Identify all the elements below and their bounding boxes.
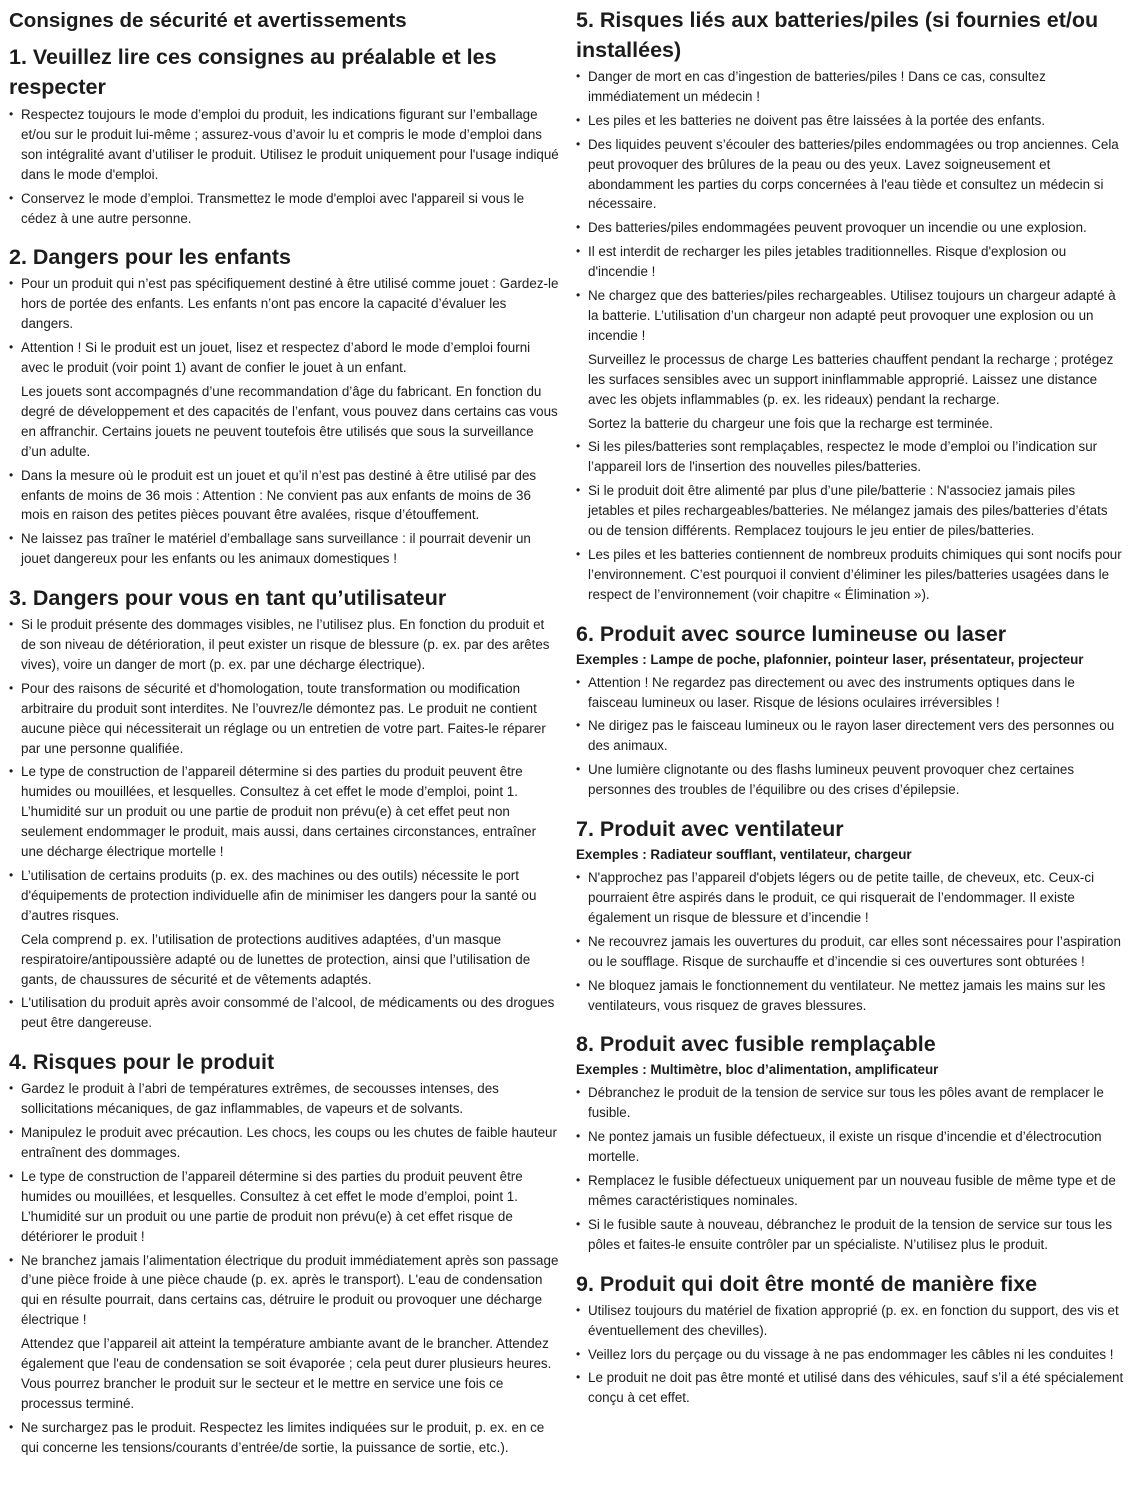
list-item (576, 868, 1124, 928)
paragraph: • Pour un produit qui n’est pas spécifiquement destiné à être utilisé comme jouet : Gardez-le hors de portée des enfants. Les enfants n’ont pas encore la capacité d’évaluer les dangers. (21, 276, 559, 332)
paragraph: • Gardez le produit à l’abri de températures extrêmes, de secousses intenses, des sollicitations mécaniques, de gaz inflammables, de vapeurs et de solvants. (21, 1081, 499, 1117)
section-1 (9, 42, 561, 228)
section-8 (576, 1029, 1124, 1254)
paragraph: Attendez que l’appareil ait atteint la température ambiante avant de le brancher. Attendez également que l'eau de condensation se soit évaporée ; cela peut durer plusieurs heures. Vous pourrez brancher le produit sur le secteur et le mettre en service une fois ce processus terminé. (21, 1336, 552, 1411)
section-5 (576, 5, 1124, 605)
list-item (576, 932, 1124, 972)
paragraph: • Remplacez le fusible défectueux uniquement par un nouveau fusible de même type et de mêmes caractéristiques nominales. (588, 1173, 1116, 1208)
list-item (576, 1345, 1124, 1365)
bullet-list (9, 105, 561, 228)
bullet-list (9, 274, 561, 569)
bullet-list (576, 1301, 1124, 1409)
paragraph: • Ne recouvrez jamais les ouvertures du produit, car elles sont nécessaires pour l’aspiration ou le soufflage. Risque de surchauffe et d’incendie si ces ouvertures sont obturées ! (588, 933, 1121, 969)
paragraph: • Ne bloquez jamais le fonctionnement du ventilateur. Ne mettez jamais les mains sur les ventilateurs, vous risquez de graves blessures. (588, 977, 1106, 1013)
paragraph: • Débranchez le produit de la tension de service sur tous les pôles avant de remplacer le fusible. (588, 1085, 1104, 1121)
paragraph: • Le type de construction de l’appareil détermine si des parties du produit peuvent être humides ou mouillées, et lesquelles. Consultez à cet effet le mode d’emploi, point 1. L’humidité sur un produit ou une partie de produit non prévu(e) à cet effet risque de détériorer le produit ! (21, 1168, 523, 1244)
paragraph: • Si le produit présente des dommages visibles, ne l’utilisez plus. En fonction du produit et de son niveau de détérioration, il peut exister un risque de blessure (p. ex. par des arêtes vives), voire un danger de mort (p. ex. par une décharge électrique). (21, 617, 550, 672)
examples-line: Exemples : Lampe de poche, plafonnier, pointeur laser, présentateur, projecteur (576, 651, 1084, 667)
list-item (9, 1123, 561, 1163)
section-heading: 7. Produit avec ventilateur (576, 817, 844, 842)
paragraph: • Utilisez toujours du matériel de fixation approprié (p. ex. en fonction du support, des vis et éventuellement des chevilles). (588, 1302, 1119, 1338)
paragraph: • Ne pontez jamais un fusible défectueux, il existe un risque d’incendie et d’électrocution mortelle. (588, 1129, 1102, 1165)
list-item (9, 1167, 561, 1247)
list-item (9, 1251, 561, 1414)
bullet-list (576, 1083, 1124, 1254)
list-item (9, 529, 561, 569)
paragraph: • Conservez le mode d’emploi. Transmettez le mode d'emploi avec l'appareil si vous le cédez à une autre personne. (21, 190, 525, 226)
section-heading: 3. Dangers pour vous en tant qu’utilisateur (9, 586, 447, 611)
bullet-list (576, 67, 1124, 605)
list-item (576, 1171, 1124, 1211)
paragraph: • Les piles et les batteries contiennent de nombreux produits chimiques qui sont nocifs pour l’environnement. C’est pourquoi il convient d’éliminer les piles/batteries usagées dans le respect de l’environnement (voir chapitre « Élimination »). (588, 546, 1122, 602)
paragraph: • Des batteries/piles endommagées peuvent provoquer un incendie ou une explosion. (588, 220, 1087, 236)
paragraph: • Si le produit doit être alimenté par plus d’une pile/batterie : N'associez jamais piles jetables et piles rechargeables/batteries. Ne mélangez jamais des piles/batteries d’états ou de tension différents. Remplacez toujours le jeu entier de piles/batteries. (588, 483, 1108, 539)
paragraph: • Des liquides peuvent s’écouler des batteries/piles endommagées ou trop anciennes. Cela peut provoquer des brûlures de la peau ou des yeux. Lavez soigneusement et abondamment les parties du corps concernées à l'eau tiède et consultez un médecin si nécessaire. (588, 136, 1119, 212)
paragraph: • Ne branchez jamais l’alimentation électrique du produit immédiatement après son passage d’une pièce froide à une pièce chaude (p. ex. après le transport). L'eau de condensation qui en résulte pourrait, dans certains cas, détruire le produit ou provoquer une décharge électrique ! (21, 1252, 559, 1328)
paragraph: Les jouets sont accompagnés d’une recommandation d’âge du fabricant. En fonction du degré de développement et des capacités de l’enfant, vous pouvez dans certains cas vous en affranchir. Certains jouets ne peuvent toutefois être utilisés que sous la surveillance d’un adulte. (21, 383, 558, 459)
bullet-list (576, 868, 1124, 1015)
list-item (576, 1301, 1124, 1341)
paragraph: • Pour des raisons de sécurité et d'homologation, toute transformation ou modification arbitraire du produit sont interdites. Ne l’ouvrez/le démontez pas. Le produit ne contient aucune pièce qui nécessiterait un réglage ou un entretien de votre part. Faites-le réparer par une personne qualifiée. (21, 680, 546, 756)
list-item (576, 1215, 1124, 1255)
paragraph: • Ne laissez pas traîner le matériel d’emballage sans surveillance : il pourrait devenir un jouet dangereux pour les enfants ou les animaux domestiques ! (21, 531, 531, 567)
list-item (9, 993, 561, 1033)
paragraph: • L'utilisation du produit après avoir consommé de l’alcool, de médicaments ou des drogues peut être dangereuse. (21, 995, 555, 1031)
section-heading: 8. Produit avec fusible remplaçable (576, 1032, 936, 1057)
list-item (9, 1079, 561, 1119)
paragraph: • Respectez toujours le mode d’emploi du produit, les indications figurant sur l’emballage et/ou sur le produit lui-même ; assurez-vous d’avoir lu et compris le mode d’emploi dans son intégralité avant d’utiliser le produit. Utilisez le produit uniquement pour l'usage indiqué dans le mode d'emploi. (21, 107, 559, 182)
list-item (576, 1368, 1124, 1408)
section-3 (9, 583, 561, 1033)
list-item (9, 615, 561, 675)
section-heading: 5. Risques liés aux batteries/piles (si fournies et/ou installées) (576, 8, 1099, 62)
list-item (576, 67, 1124, 107)
paragraph: • Le produit ne doit pas être monté et utilisé dans des véhicules, sauf s’il a été spécialement conçu à cet effet. (588, 1370, 1124, 1406)
paragraph: • Une lumière clignotante ou des flashs lumineux peuvent provoquer chez certaines personnes des troubles de l’équilibre ou des crises d’épilepsie. (588, 762, 1075, 798)
section-4 (9, 1047, 561, 1457)
list-item (9, 105, 561, 185)
examples-line: Exemples : Multimètre, bloc d’alimentation, amplificateur (576, 1062, 939, 1078)
bullet-list (9, 1079, 561, 1457)
list-item (9, 189, 561, 229)
section-heading: 9. Produit qui doit être monté de manière fixe (576, 1271, 1038, 1296)
paragraph: • Manipulez le produit avec précaution. Les chocs, les coups ou les chutes de faible hauteur entraînent des dommages. (21, 1125, 557, 1160)
paragraph: • L’utilisation de certains produits (p. ex. des machines ou des outils) nécessite le port d'équipements de protection individuelle afin de minimiser les dangers pour la santé ou d’autres risques. (21, 868, 537, 923)
left-column (9, 0, 561, 1462)
list-item (576, 111, 1124, 131)
list-item (9, 762, 561, 862)
page-title: Consignes de sécurité et avertissements (9, 9, 407, 32)
list-item (576, 481, 1124, 541)
paragraph: • Attention ! Si le produit est un jouet, lisez et respectez d’abord le mode d’emploi fourni avec le produit (voir point 1) avant de confier le jouet à un enfant. (21, 340, 531, 376)
list-item (9, 466, 561, 526)
paragraph: • Danger de mort en cas d’ingestion de batteries/piles ! Dans ce cas, consultez immédiatement un médecin ! (588, 69, 1046, 104)
paragraph: Surveillez le processus de charge Les batteries chauffent pendant la recharge ; protégez les surfaces sensibles avec un support ininflammable approprié. Laissez une distance avec les objets inflammables (p. ex. les rideaux) pendant la recharge. (588, 351, 1114, 407)
section-heading: 2. Dangers pour les enfants (9, 245, 291, 270)
paragraph: • Ne dirigez pas le faisceau lumineux ou le rayon laser directement vers des personnes ou des animaux. (588, 718, 1115, 754)
list-item (9, 1418, 561, 1458)
paragraph: Cela comprend p. ex. l’utilisation de protections auditives adaptées, d’un masque respiratoire/antipoussière adapté ou de lunettes de protection, ainsi que l’utilisation de gants, de chaussures de sécurité et de vêtements adaptés. (21, 931, 531, 987)
list-item (576, 1083, 1124, 1123)
list-item (576, 286, 1124, 433)
section-2 (9, 242, 561, 569)
paragraph: • N'approchez pas l’appareil d'objets légers ou de petite taille, de cheveux, etc. Ceux-ci pourraient être aspirés dans le produit, ce qui risquerait de l’endommager. Il existe également un risque de blessure et d’incendie ! (588, 870, 1095, 925)
list-item (576, 1127, 1124, 1167)
list-item (9, 866, 561, 989)
list-item (9, 338, 561, 461)
list-item (576, 673, 1124, 713)
paragraph: • Veillez lors du perçage ou du vissage à ne pas endommager les câbles ni les conduites ! (588, 1346, 1114, 1362)
list-item (9, 274, 561, 334)
paragraph: • Il est interdit de recharger les piles jetables traditionnelles. Risque d'explosion ou d'incendie ! (588, 244, 1067, 280)
section-6 (576, 619, 1124, 800)
list-item (576, 760, 1124, 800)
paragraph: • Si les piles/batteries sont remplaçables, respectez le mode d’emploi ou l’indication sur l’appareil lors de l'insertion des nouvelles piles/batteries. (588, 439, 1098, 475)
bullet-list (9, 615, 561, 1033)
paragraph: • Ne chargez que des batteries/piles rechargeables. Utilisez toujours un chargeur adapté à la batterie. L’utilisation d’un chargeur non adapté peut provoquer une explosion ou un incendie ! (588, 288, 1116, 343)
bullet-list (576, 673, 1124, 800)
paragraph: • Ne surchargez pas le produit. Respectez les limites indiquées sur le produit, p. ex. en ce qui concerne les tensions/courants d’entrée/de sortie, la puissance de sortie, etc.). (21, 1419, 545, 1455)
paragraph: • Le type de construction de l’appareil détermine si des parties du produit peuvent être humides ou mouillées, et lesquelles. Consultez à cet effet le mode d’emploi, point 1. L’humidité sur un produit ou une partie de produit non prévu(e) à cet effet peut non seulement endommager le produit, mais aussi, dans certaines circonstances, entraîner une décharge électrique mortelle ! (21, 764, 537, 860)
section-9 (576, 1269, 1124, 1409)
list-item (9, 679, 561, 759)
paragraph: • Attention ! Ne regardez pas directement ou avec des instruments optiques dans le faisceau lumineux ou laser. Risque de lésions oculaires irréversibles ! (588, 674, 1075, 710)
list-item (576, 218, 1124, 238)
examples-line: Exemples : Radiateur soufflant, ventilateur, chargeur (576, 847, 912, 863)
list-item (576, 135, 1124, 215)
section-heading: 1. Veuillez lire ces consignes au préalable et les respecter (9, 45, 497, 99)
list-item (576, 437, 1124, 477)
section-7 (576, 814, 1124, 1015)
list-item (576, 545, 1124, 605)
right-column (576, 0, 1124, 1412)
paragraph: • Les piles et les batteries ne doivent pas être laissées à la portée des enfants. (588, 112, 1046, 128)
paragraph: • Si le fusible saute à nouveau, débranchez le produit de la tension de service sur tous les pôles et faites-le ensuite contrôler par un spécialiste. N’utilisez plus le produit. (588, 1216, 1113, 1252)
section-heading: 4. Risques pour le produit (9, 1050, 275, 1075)
section-heading: 6. Produit avec source lumineuse ou laser (576, 621, 1007, 646)
paragraph: • Dans la mesure où le produit est un jouet et qu’il n’est pas destiné à être utilisé par des enfants de moins de 36 mois : Attention : Ne convient pas aux enfants de moins de 36 mois en raison des petites pièces pouvant être avalées, risque d’étouffement. (21, 467, 537, 523)
list-item (576, 716, 1124, 756)
paragraph: Sortez la batterie du chargeur une fois que la recharge est terminée. (588, 415, 993, 431)
list-item (576, 242, 1124, 282)
list-item (576, 976, 1124, 1016)
